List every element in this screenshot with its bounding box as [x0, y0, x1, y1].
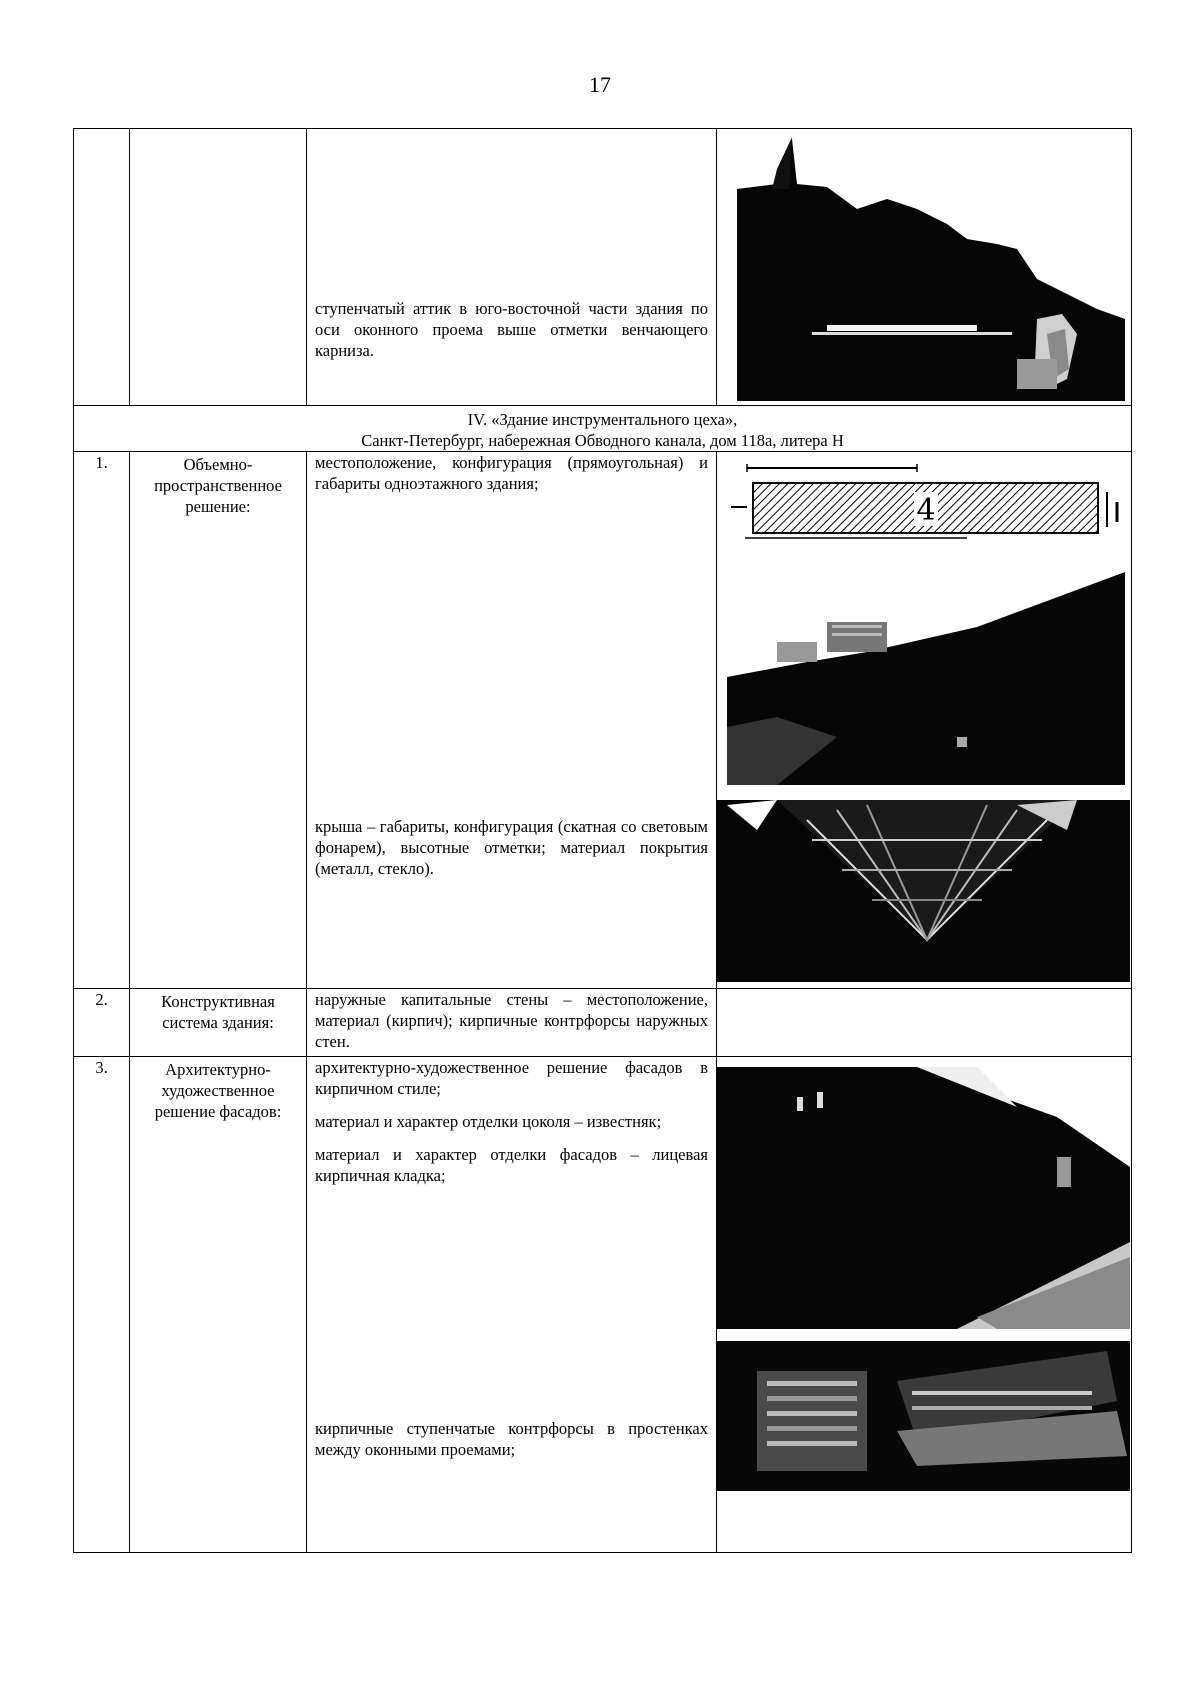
text-cell: [307, 452, 717, 989]
attic-photo: [717, 129, 1130, 401]
brickwork-photo: [717, 1341, 1130, 1491]
num-cell: [74, 129, 130, 406]
section-address: Санкт-Петербург, набережная Обводного канала, дом 118а, литера Н: [361, 431, 844, 450]
roof-description: крыша – габариты, конфигурация (скатная со световым фонарем), высотные отметки; материал покрытия (металл, стекло).: [315, 817, 708, 878]
facade-photo: [717, 1067, 1130, 1329]
walls-description: наружные капитальные стены – местоположение, материал (кирпич); кирпичные контрфорсы наружных стен.: [315, 990, 708, 1051]
table-row: [74, 452, 1132, 989]
section-title: IV. «Здание инструментального цеха»,: [467, 410, 738, 429]
image-cell: [717, 989, 1132, 1057]
roof-skylight-photo: [717, 800, 1130, 982]
building-exterior-photo: [717, 567, 1130, 787]
row-name: Объемно-пространственное решение:: [130, 452, 307, 989]
table-row: [74, 129, 1132, 406]
row-number: 3.: [74, 1057, 130, 1553]
table-row: [74, 1057, 1132, 1553]
page-number: 17: [589, 72, 611, 97]
buttresses-description: кирпичные ступенчатые контрфорсы в простенках между оконными проемами;: [315, 1419, 708, 1459]
facade-style-description: архитектурно-художественное решение фасадов в кирпичном стиле;: [315, 1058, 708, 1098]
name-cell: [130, 129, 307, 406]
text-cell: [307, 989, 717, 1057]
row-name: Архитектурно-художественное решение фасадов:: [130, 1057, 307, 1553]
image-cell: [717, 452, 1132, 989]
section-header: [74, 406, 1132, 452]
location-description: местоположение, конфигурация (прямоугольная) и габариты одноэтажного здания;: [315, 453, 708, 493]
section-header-row: [74, 406, 1132, 452]
text-cell: [307, 1057, 717, 1553]
plinth-description: материал и характер отделки цоколя – известняк;: [315, 1112, 662, 1131]
facade-finish-description: материал и характер отделки фасадов – лицевая кирпичная кладка;: [315, 1145, 708, 1185]
table-row: [74, 989, 1132, 1057]
row-number: 2.: [74, 989, 130, 1057]
site-plan-diagram: [717, 452, 1130, 552]
image-cell: [717, 129, 1132, 406]
text-cell: [307, 129, 717, 406]
image-cell: [717, 1057, 1132, 1553]
row-number: 1.: [74, 452, 130, 989]
protected-elements-table: [73, 128, 1132, 1553]
building-number-label: 4: [916, 493, 936, 528]
row-name: Конструктивная система здания:: [130, 989, 307, 1057]
attic-description: ступенчатый аттик в юго-восточной части здания по оси оконного проема выше отметки венчающего карниза.: [315, 299, 708, 360]
